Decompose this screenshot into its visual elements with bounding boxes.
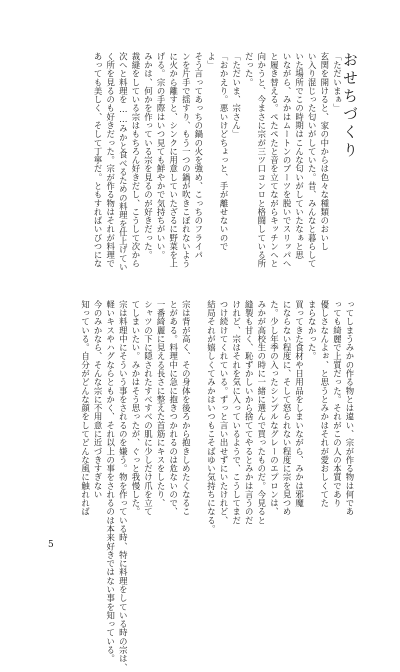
text-line: 裁縫をしている宗はもちろん好きだし、こうして次から: [130, 52, 141, 268]
text-line: みかが高校生の時に一緒に選んで買ったものだ。今見ると: [256, 300, 267, 525]
text-line: ンを片手で揺すり、もう一つの鍋が吹きこぼれないよう: [181, 52, 192, 268]
text-line: 一番綺麗に見える長さに整えた首筋にキスをしたり、: [156, 300, 167, 508]
text-line: みかは、何かを作っている宗を見るのが好きだった。: [143, 52, 154, 260]
text-line: 今のみかなら、そんな宗に不用意に近づきすぎない: [93, 300, 104, 499]
text-line: いながら、みかはムートンのブーツを脱いでスリッパへ: [282, 52, 293, 268]
text-line: そう言ってあっちの鍋の火を強め、こっちのフライパ: [193, 52, 204, 260]
text-line: だった。: [244, 52, 255, 87]
text-line: とがある。料理中に急に抱きつかれるのは危ないので、: [168, 300, 179, 516]
chapter-title: おせちづくり: [341, 52, 359, 160]
text-line: 玄関を開けると、家の中からは色々な種類のおいし: [319, 52, 330, 251]
text-line: 「おかえり。悪いけどちょっと、手が離せないので: [219, 52, 230, 251]
text-line: よ」: [206, 52, 217, 70]
upper-text-block: [34, 52, 359, 282]
text-line: 宗は背が高く、その身体を後ろから抱きしめたくなるこ: [181, 300, 192, 516]
text-line: 「ただいまぁ」: [332, 52, 343, 113]
text-line: っても綺麗で上質だった。それがこの人の本質であり: [332, 300, 343, 508]
text-line: 優しさなんよぉ、と思うとみかはそれが愛おしくてた: [319, 300, 330, 508]
text-line: つけ続けてくれている。ずっと言い出せずにいたけれど、: [219, 300, 230, 525]
text-line: い入り混じった匂いがしていた。昔、みんなと暮らして: [307, 52, 318, 268]
text-line: く所を見るのも好きだった。宗が作る物はそれが料理で: [105, 52, 116, 268]
text-line: と履き替える。ぺたぺたと音を立てながらキッチンへと: [269, 52, 280, 268]
text-line: 縫製も甘く、恥ずかしいから捨ててやるとみかは言うのだ: [244, 300, 255, 525]
text-line: てしまいたい。みかはそう思ったが、ぐっと我慢した。: [130, 300, 141, 516]
text-line: 宗は料理中にそういう事をされるのを嫌う。物を作っている時、特に料理をしている時の宗は、: [118, 300, 129, 672]
text-line: けれど、宗はそれを気に入っているようで、こうしてまだ: [231, 300, 242, 525]
paragraph-gap: [192, 300, 205, 528]
text-line: 買ってきた食材や日用品をしまいながら、みかは邪魔: [294, 300, 305, 508]
text-line: 向かうと、今まさに宗が三ツ口コンロと格闘している所: [256, 52, 267, 268]
text-line: げる。宗の手際はいつ見ても鮮やかで気持ちがいい。: [156, 52, 167, 260]
text-line: 次へと料理を……みかと食べるための料理を仕上げてい: [118, 52, 129, 272]
lower-text-block: [34, 300, 356, 672]
text-line: に火から離すと、シンクに用意していたざるに野菜を上: [168, 52, 179, 268]
text-line: た。少し年季の入ったシンプルなグレーのエプロンは、: [269, 300, 280, 516]
text-line: にならない程度に、そして怒られない程度に宗を見つめ: [282, 300, 293, 516]
page-number: 5: [48, 540, 54, 550]
text-line: まらなかった。: [307, 300, 318, 361]
text-line: シャツの下に隠されたすべすべの肌に少しだけ爪を立て: [143, 300, 154, 516]
text-line: 結局それが嬉しくてみかはいつもこそばゆい気持ちになる。: [206, 300, 217, 534]
text-line: 知っている。自分がどんな顔をしてどんな風に触れれば: [80, 300, 91, 516]
text-line: 軽いキスやハグならともかく、それ以上の事をされるのは本来好きではない事を知っている。: [105, 300, 116, 663]
text-line: 「ただいま、宗さん」: [231, 52, 242, 139]
text-line: ってしまうみかの作る物とは違い、宗が作る物は何であ: [345, 300, 355, 516]
text-line: あっても美しく、そして丁寧だ。ともすればいびつにな: [93, 52, 104, 268]
text-line: いた場所でこの時期はこんな匂いがしていたなぁと思: [294, 52, 305, 260]
